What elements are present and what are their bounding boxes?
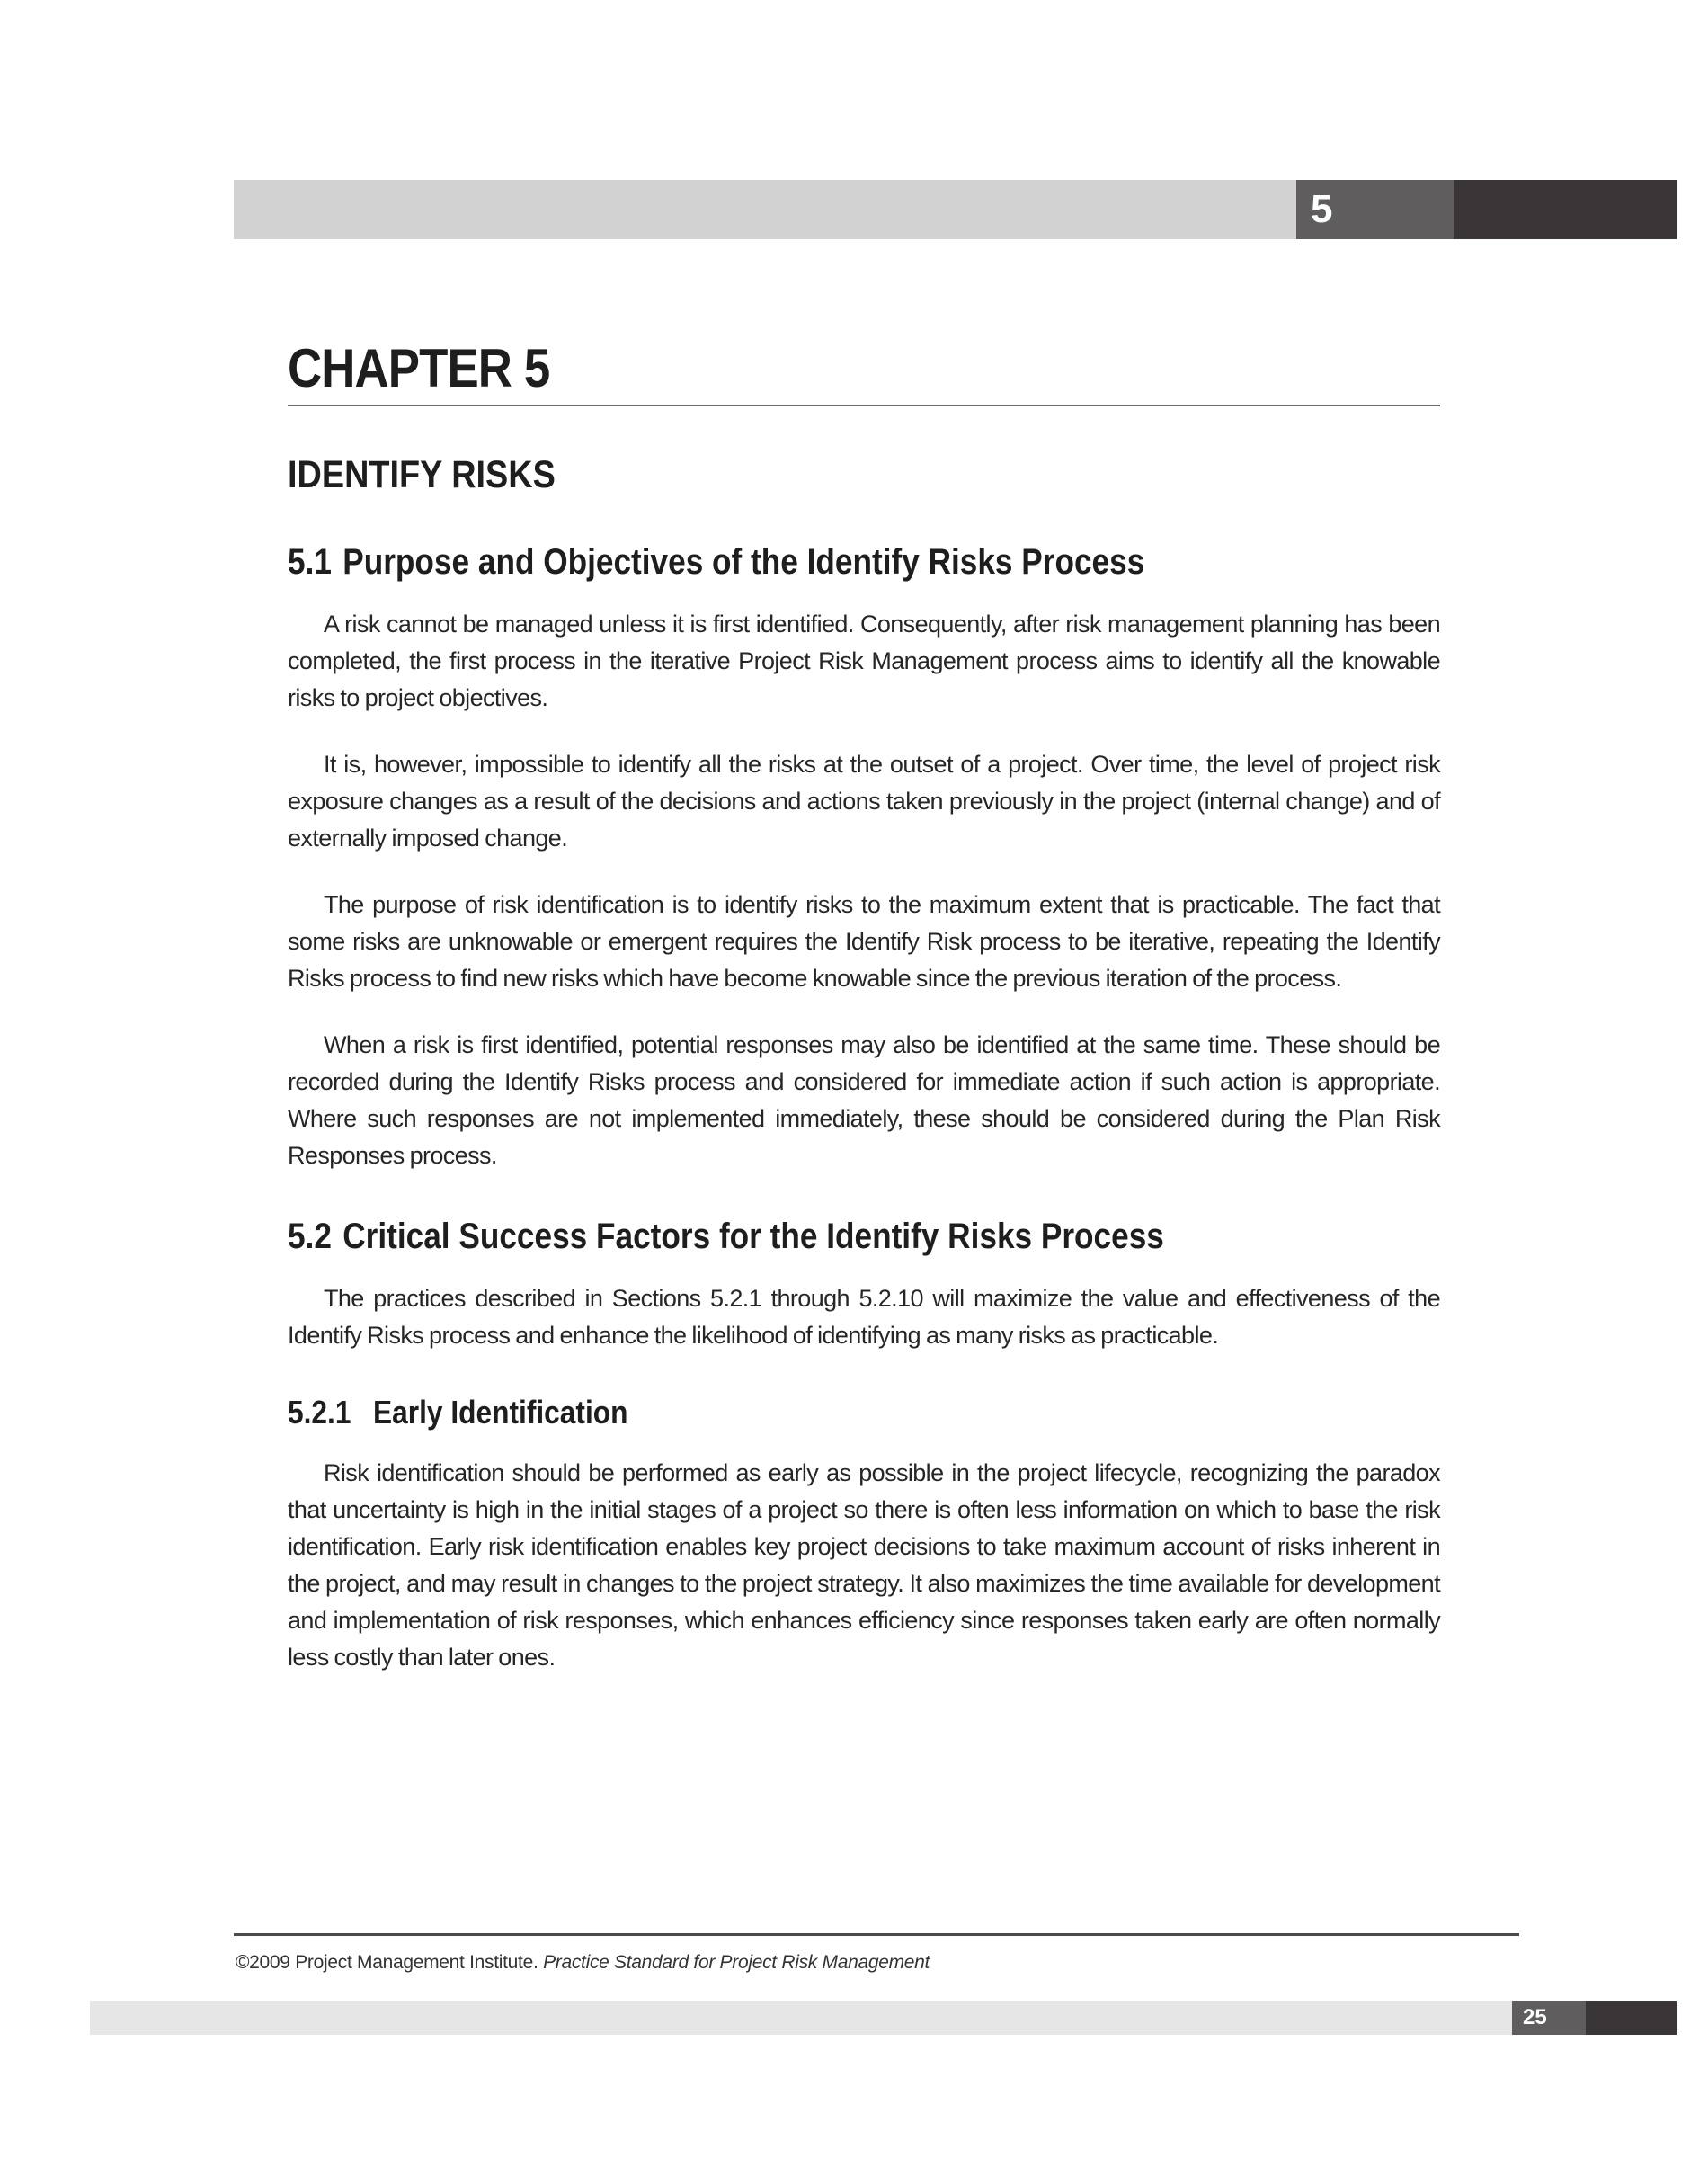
paragraph: Risk identification should be performed as early as possible in the project lifecycle, recognizing the paradox that uncertainty is high in the initial stages of a project so there is often less information on which to base the risk identification. Early risk identification enables key project decisions to take maximum account of risks inherent in the project, and may result in changes to the project strategy. It also maximizes the time available for development and implementation of risk responses, which enhances efficiency since responses taken early are often normally less costly than later ones. — [288, 1459, 1440, 1671]
chapter-tab-number: 5 — [1311, 187, 1333, 231]
footer-copyright: ©2009 Project Management Institute. — [236, 1952, 538, 1973]
subsection-heading-5-2-1 — [288, 1390, 1302, 1435]
section-number: 5.1 — [288, 542, 332, 582]
page-number: 25 — [1523, 2005, 1547, 2029]
page-body — [288, 333, 1440, 1676]
chapter-header-band — [234, 180, 1677, 239]
paragraph: A risk cannot be managed unless it is first identified. Consequently, after risk management planning has been completed, the first process in the iterative Project Risk Management process aims to identify all the knowable risks to project objectives. — [288, 611, 1440, 711]
section-title-text: Critical Success Factors for the Identify Risks Process — [342, 1217, 1164, 1256]
page-number-tab — [1512, 2001, 1586, 2035]
section-heading-5-2 — [288, 1212, 1302, 1261]
part-title: IDENTIFY RISKS — [288, 453, 556, 496]
section-number: 5.2 — [288, 1217, 332, 1256]
page-number-dark-block — [1586, 2001, 1677, 2035]
section-title-text: Purpose and Objectives of the Identify Risks Process — [342, 542, 1145, 582]
subsection-number: 5.2.1 — [288, 1394, 351, 1431]
page-number-band — [90, 2001, 1677, 2035]
paragraph: The purpose of risk identification is to identify risks to the maximum extent that is practicable. The fact that some risks are unknowable or emergent requires the Identify Risk process to be iterative, repeating the Identify Risks process to find new risks which have become knowable since the previous iteration of the process. — [288, 891, 1440, 992]
chapter-tab — [1296, 180, 1454, 239]
paragraph: The practices described in Sections 5.2.1 through 5.2.10 will maximize the value and effectiveness of the Identify Risks process and enhance the likelihood of identifying as many risks as practicable. — [288, 1285, 1440, 1349]
footer-citation — [236, 1949, 930, 1976]
subsection-title-text: Early Identification — [373, 1394, 628, 1431]
chapter-tab-dark-block — [1454, 180, 1677, 239]
paragraph: When a risk is first identified, potential responses may also be identified at the same time. These should be recorded during the Identify Risks process and considered for immediate action if such action is appropriate. Where such responses are not implemented immediately, these should be considered during the Plan Risk Responses process. — [288, 1031, 1440, 1169]
footer-publication-title: Practice Standard for Project Risk Management — [543, 1952, 930, 1973]
footer-rule — [234, 1933, 1519, 1936]
section-heading-5-1 — [288, 538, 1302, 586]
paragraph: It is, however, impossible to identify all the risks at the outset of a project. Over time, the level of project risk exposure changes as a result of the decisions and actions taken previously in the project (internal change) and of externally imposed change. — [288, 751, 1440, 852]
chapter-title: CHAPTER 5 — [288, 338, 550, 398]
chapter-title-rule — [288, 405, 1440, 406]
